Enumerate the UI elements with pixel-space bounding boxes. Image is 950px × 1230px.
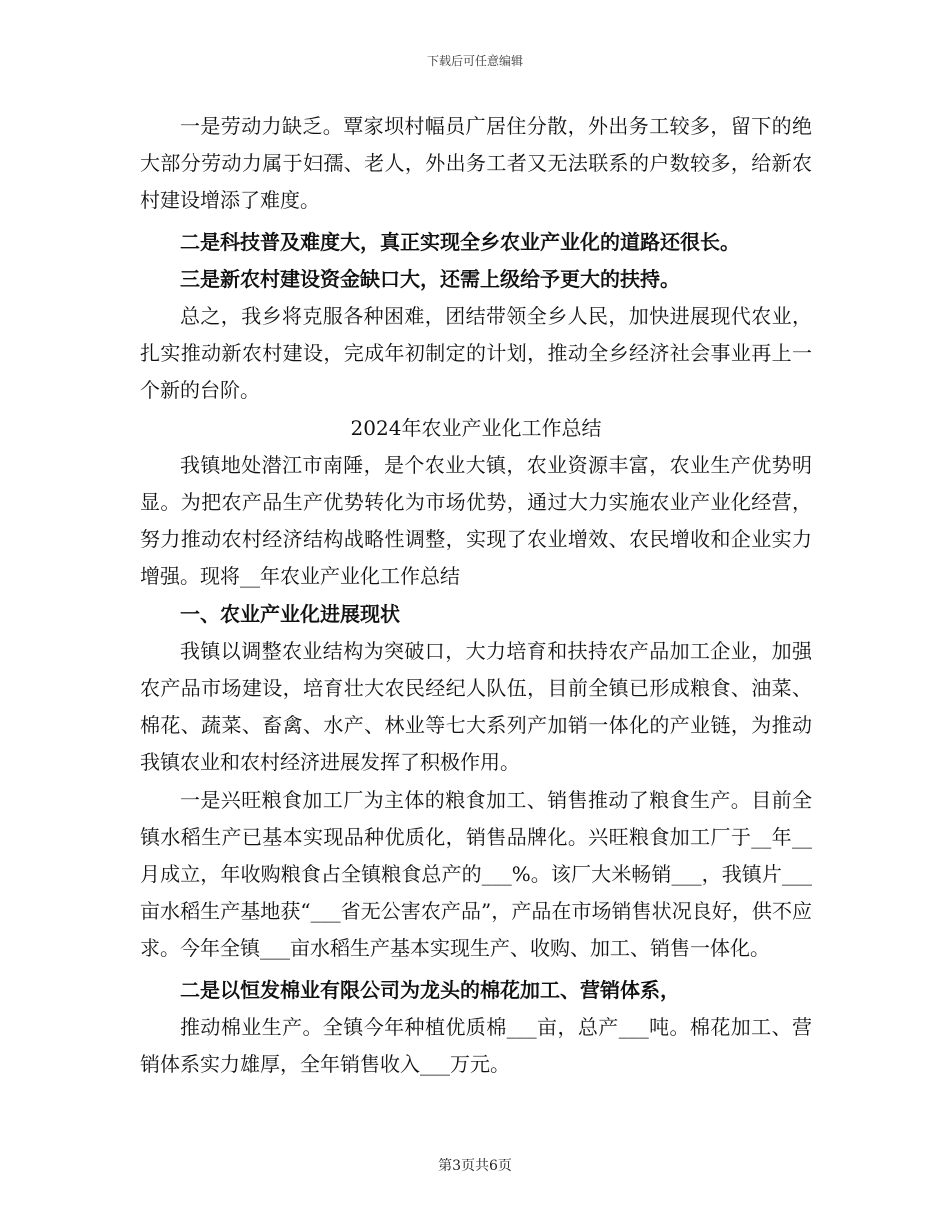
document-body (140, 108, 812, 1083)
paragraph-bold: 三是新农村建设资金缺口大，还需上级给予更大的扶持。 (180, 266, 680, 291)
paragraph: 总之，我乡将克服各种困难，团结带领全乡人民，加快进展现代农业，扎实推动新农村建设，完成年初制定的计划，推动全乡经济社会事业再上一个新的台阶。 (140, 304, 812, 403)
paragraph: 推动棉业生产。全镇今年种植优质棉___亩，总产___吨。棉花加工、营销体系实力雄厚，全年销售收入___万元。 (140, 1014, 812, 1077)
section-heading: 一、农业产业化进展现状 (180, 601, 400, 626)
paragraph: 我镇以调整农业结构为突破口，大力培育和扶持农产品加工企业，加强农产品市场建设，培育壮大农民经纪人队伍，目前全镇已形成粮食、油菜、棉花、蔬菜、畜禽、水产、林业等七大系列产加销一体化的产业链，为推动我镇农业和农村经济进展发挥了积极作用。 (140, 638, 812, 775)
paragraph-bold: 二是科技普及难度大，真正实现全乡农业产业化的道路还很长。 (180, 229, 740, 254)
paragraph-bold: 二是以恒发棉业有限公司为龙头的棉花加工、营销体系， (180, 977, 680, 1002)
paragraph: 一是劳动力缺乏。覃家坝村幅员广居住分散，外出务工较多，留下的绝大部分劳动力属于妇孺、老人，外出务工者又无法联系的户数较多，给新农村建设增添了难度。 (140, 114, 812, 213)
paragraph: 我镇地处潜江市南陲，是个农业大镇，农业资源丰富，农业生产优势明显。为把农产品生产优势转化为市场优势，通过大力实施农业产业化经营，努力推动农村经济结构战略性调整，实现了农业增效、农民增收和企业实力增强。现将__年农业产业化工作总结 (140, 452, 812, 589)
header-note: 下载后可任意编辑 (426, 54, 523, 68)
page-number: 第3页共6页 (438, 1158, 512, 1174)
section-title: 2024年农业产业化工作总结 (350, 415, 602, 440)
paragraph: 一是兴旺粮食加工厂为主体的粮食加工、销售推动了粮食生产。目前全镇水稻生产已基本实现品种优质化，销售品牌化。兴旺粮食加工厂于__年__月成立，年收购粮食占全镇粮食总产的___%。该厂大米畅销___，我镇片___亩水稻生产基地获“___省无公害农产品”，产品在市场销售状况良好，供不应求。今年全镇___亩水稻生产基本实现生产、收购、加工、销售一体化。 (140, 787, 812, 961)
